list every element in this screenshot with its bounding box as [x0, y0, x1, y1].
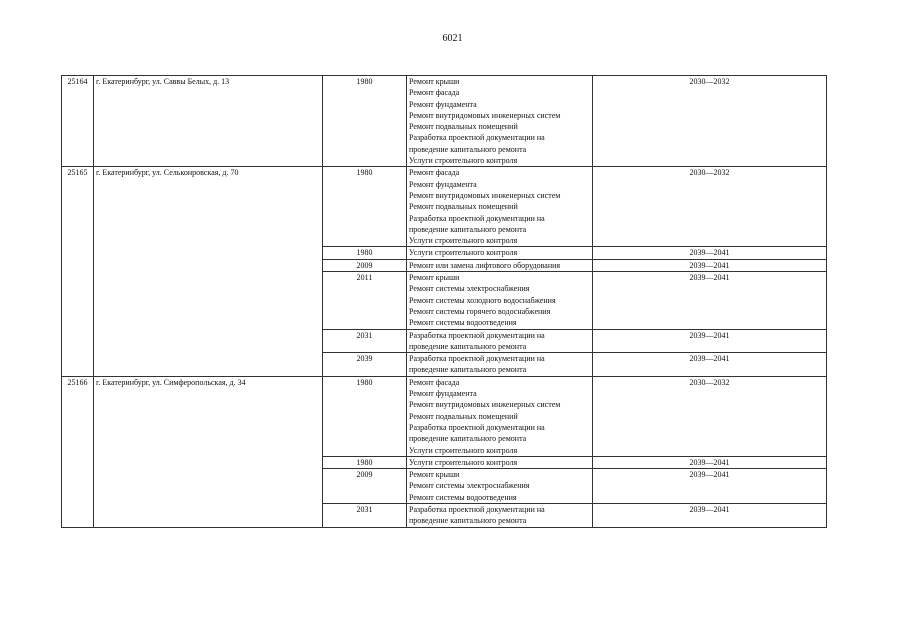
work-item: Ремонт внутридомовых инженерных систем [409, 110, 561, 120]
work-item: проведение капитального ремонта [409, 341, 527, 351]
work-item: Ремонт системы холодного водоснабжения [409, 295, 556, 305]
year-cell: 1980 [323, 247, 407, 259]
period-cell: 2030—2032 [593, 167, 827, 247]
year-cell: 1980 [323, 456, 407, 468]
works-cell [407, 353, 593, 377]
work-item: Ремонт внутридомовых инженерных систем [409, 190, 561, 200]
work-item: проведение капитального ремонта [409, 434, 527, 444]
house-address-cell: г. Екатеринбург, ул. Сельконровская, д. 70 [94, 167, 323, 376]
works-cell [407, 76, 593, 167]
works-cell [407, 329, 593, 353]
work-item: Ремонт подвальных помещений [409, 122, 518, 132]
work-item: Ремонт подвальных помещений [409, 202, 518, 212]
work-item: проведение капитального ремонта [409, 144, 527, 154]
work-item: Разработка проектной документации на [409, 330, 545, 340]
period-cell: 2039—2041 [593, 469, 827, 504]
work-item: Ремонт фундамента [409, 179, 477, 189]
work-item: Ремонт фасада [409, 377, 460, 387]
period-cell: 2030—2032 [593, 76, 827, 167]
works-cell [407, 167, 593, 247]
work-item: Ремонт системы электроснабжения [409, 481, 530, 491]
house-id-cell: 25164 [62, 76, 94, 167]
work-item: Ремонт или замена лифтового оборудования [409, 260, 561, 270]
work-item: Ремонт фундамента [409, 389, 477, 399]
house-address-cell: г. Екатеринбург, ул. Симферопольская, д. 34 [94, 376, 323, 527]
table-row [62, 376, 827, 456]
period-cell: 2039—2041 [593, 503, 827, 527]
year-cell: 2011 [323, 272, 407, 329]
period-cell: 2039—2041 [593, 353, 827, 377]
work-item: Ремонт крыши [409, 273, 460, 283]
work-item: проведение капитального ремонта [409, 516, 527, 526]
capital-repair-table [61, 75, 827, 528]
work-item: Услуги строительного контроля [409, 248, 518, 258]
period-cell: 2039—2041 [593, 456, 827, 468]
table-row [62, 167, 827, 247]
work-item: Ремонт внутридомовых инженерных систем [409, 400, 561, 410]
work-item: Ремонт фасада [409, 88, 460, 98]
year-cell: 1980 [323, 167, 407, 247]
year-cell: 1980 [323, 376, 407, 456]
work-item: Разработка проектной документации на [409, 133, 545, 143]
works-cell [407, 272, 593, 329]
period-cell: 2030—2032 [593, 376, 827, 456]
work-item: Ремонт крыши [409, 470, 460, 480]
works-cell [407, 247, 593, 259]
work-item: Услуги строительного контроля [409, 156, 518, 166]
year-cell: 2009 [323, 259, 407, 271]
year-cell: 2009 [323, 469, 407, 504]
work-item: Ремонт системы водоотведения [409, 492, 517, 502]
work-item: Ремонт системы горячего водоснабжения [409, 306, 551, 316]
house-id-cell: 25165 [62, 167, 94, 376]
works-cell [407, 456, 593, 468]
table-row [62, 76, 827, 167]
work-item: Разработка проектной документации на [409, 213, 545, 223]
year-cell: 2031 [323, 503, 407, 527]
table-body [62, 76, 827, 528]
year-cell: 2039 [323, 353, 407, 377]
work-item: Ремонт подвальных помещений [409, 411, 518, 421]
work-item: Разработка проектной документации на [409, 354, 545, 364]
period-cell: 2039—2041 [593, 272, 827, 329]
work-item: Ремонт фундамента [409, 99, 477, 109]
work-item: Услуги строительного контроля [409, 236, 518, 246]
work-item: Разработка проектной документации на [409, 422, 545, 432]
work-item: проведение капитального ремонта [409, 224, 527, 234]
period-cell: 2039—2041 [593, 247, 827, 259]
work-item: Услуги строительного контроля [409, 445, 518, 455]
works-cell [407, 376, 593, 456]
period-cell: 2039—2041 [593, 259, 827, 271]
house-id-cell: 25166 [62, 376, 94, 527]
year-cell: 1980 [323, 76, 407, 167]
year-cell: 2031 [323, 329, 407, 353]
work-item: Ремонт крыши [409, 77, 460, 86]
work-item: Ремонт системы водоотведения [409, 318, 517, 328]
works-cell [407, 503, 593, 527]
work-item: проведение капитального ремонта [409, 365, 527, 375]
period-cell: 2039—2041 [593, 329, 827, 353]
work-item: Разработка проектной документации на [409, 504, 545, 514]
works-cell [407, 259, 593, 271]
work-item: Ремонт фасада [409, 168, 460, 178]
page-number: 6021 [442, 33, 463, 44]
house-address-cell: г. Екатеринбург, ул. Саввы Белых, д. 13 [94, 76, 323, 167]
work-item: Ремонт системы электроснабжения [409, 284, 530, 294]
works-cell [407, 469, 593, 504]
work-item: Услуги строительного контроля [409, 457, 518, 467]
